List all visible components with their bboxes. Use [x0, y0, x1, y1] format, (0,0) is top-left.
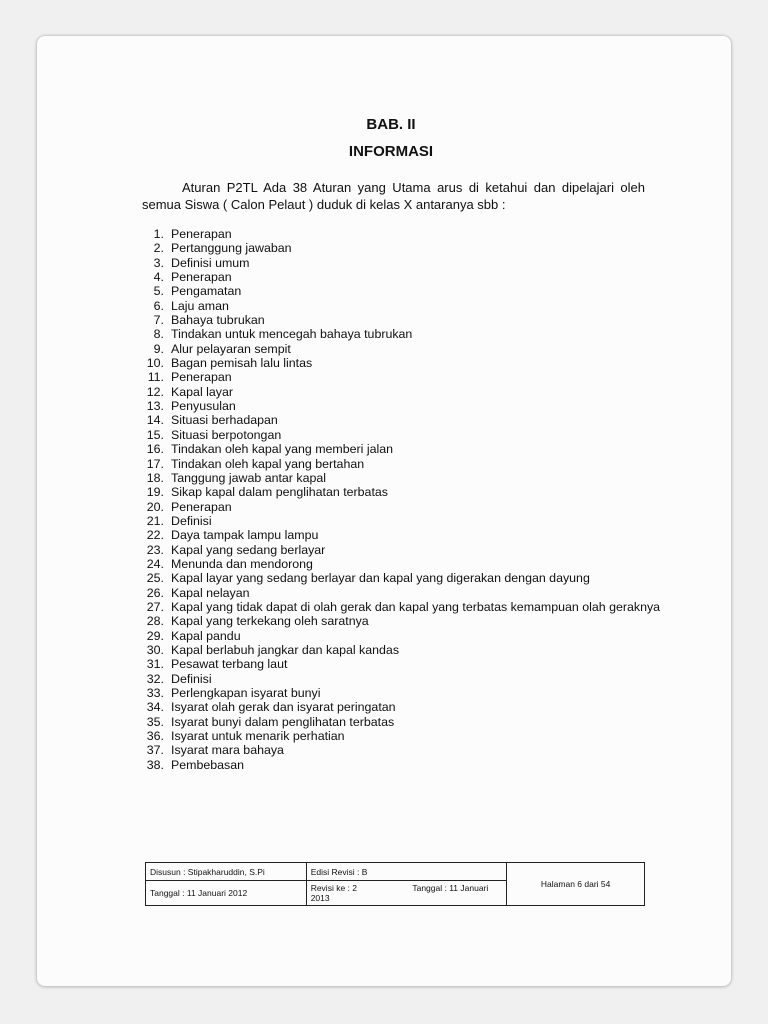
rule-item [142, 342, 662, 356]
rule-number: 31. [146, 657, 164, 672]
rule-number: 19. [146, 485, 164, 500]
rule-number: 8. [153, 327, 164, 342]
rule-text: Situasi berpotongan [171, 427, 282, 442]
rule-item [142, 729, 662, 743]
rule-item [142, 413, 662, 427]
footer-date: Tanggal : 11 Januari 2012 [146, 881, 307, 906]
rule-item [142, 313, 662, 327]
rule-item [142, 385, 662, 399]
rule-text: Bagan pemisah lalu lintas [171, 356, 313, 371]
rule-item [142, 743, 662, 757]
footer-revision [306, 881, 507, 906]
rule-item [142, 227, 662, 241]
rule-number: 1. [153, 227, 164, 241]
rule-text: Isyarat mara bahaya [171, 743, 284, 758]
rule-text: Tindakan oleh kapal yang memberi jalan [171, 442, 394, 457]
rule-number: 16. [146, 442, 164, 457]
rule-text: Menunda dan mendorong [171, 556, 313, 571]
rule-item [142, 500, 662, 514]
rule-text: Definisi [171, 513, 212, 528]
chapter-title: INFORMASI [348, 143, 434, 160]
rule-item [142, 629, 662, 643]
rule-item [142, 356, 662, 370]
rule-number: 29. [146, 628, 164, 643]
rule-number: 25. [146, 571, 164, 586]
rule-number: 24. [146, 556, 164, 571]
rule-item [142, 457, 662, 471]
rule-item [142, 571, 662, 585]
rule-item [142, 643, 662, 657]
rule-text: Penyusulan [171, 399, 236, 414]
rule-text: Perlengkapan isyarat bunyi [171, 686, 321, 700]
rule-number: 6. [153, 298, 164, 313]
rule-number: 20. [146, 499, 164, 514]
rule-number: 11. [147, 370, 164, 385]
rules-list [142, 227, 662, 772]
rule-text: Laju aman [171, 298, 229, 313]
footer-revision-year: 2013 [310, 893, 330, 903]
rule-item [142, 528, 662, 542]
rule-text: Isyarat untuk menarik perhatian [171, 729, 345, 744]
document-page [37, 36, 731, 986]
rule-text: Sikap kapal dalam penglihatan terbatas [171, 485, 388, 500]
rule-text: Bahaya tubrukan [171, 313, 265, 328]
rule-item [142, 284, 662, 298]
rule-number: 15. [146, 427, 164, 442]
rule-item [142, 428, 662, 442]
rule-text: Daya tampak lampu lampu [171, 528, 319, 543]
rule-number: 10. [146, 356, 164, 371]
rule-item [142, 327, 662, 341]
rule-text: Penerapan [171, 499, 232, 514]
rule-number: 37. [146, 743, 164, 758]
rule-item [142, 600, 662, 614]
rule-number: 4. [153, 270, 164, 285]
rule-number: 13. [146, 399, 164, 414]
rule-number: 35. [146, 714, 164, 729]
rule-item [142, 614, 662, 628]
rule-number: 5. [153, 284, 164, 299]
rule-number: 2. [153, 241, 164, 256]
rule-text: Pembebasan [171, 757, 245, 772]
rule-number: 14. [146, 413, 164, 428]
rule-text: Definisi [171, 671, 212, 686]
rule-item [142, 442, 662, 456]
rule-text: Isyarat olah gerak dan isyarat peringatan [171, 700, 396, 715]
rule-item [142, 557, 662, 571]
rule-number: 22. [146, 528, 164, 543]
rule-item [142, 700, 662, 714]
rule-number: 30. [146, 642, 164, 657]
rule-number: 7. [153, 313, 164, 328]
rule-number: 17. [146, 456, 164, 471]
intro-paragraph: Aturan P2TL Ada 38 Aturan yang Utama arus di ketahui dan dipelajari oleh semua Siswa ( Calon Pelaut ) duduk di kelas X antaranya sbb : [142, 180, 645, 212]
rule-number: 26. [146, 585, 164, 600]
rule-item [142, 657, 662, 671]
footer-revision-date: Tanggal : 11 Januari [412, 883, 489, 893]
rule-item [142, 270, 662, 284]
rule-number: 21. [146, 513, 164, 528]
rule-item [142, 256, 662, 270]
rule-item [142, 399, 662, 413]
rule-text: Tanggung jawab antar kapal [171, 470, 326, 485]
rule-number: 3. [153, 255, 164, 270]
rule-number: 38. [146, 757, 164, 772]
rule-number: 23. [146, 542, 164, 557]
rule-number: 28. [146, 614, 164, 629]
rule-item [142, 586, 662, 600]
rule-item [142, 299, 662, 313]
rule-text: Tindakan untuk mencegah bahaya tubrukan [171, 327, 413, 342]
rule-number: 27. [146, 599, 164, 614]
rule-number: 32. [146, 671, 164, 686]
rule-item [142, 543, 662, 557]
rule-item [142, 715, 662, 729]
rule-number: 34. [146, 700, 164, 715]
rule-text: Penerapan [171, 270, 232, 285]
rule-number: 12. [146, 384, 164, 399]
rule-text: Definisi umum [171, 255, 250, 270]
rule-item [142, 686, 662, 700]
rule-text: Kapal yang sedang berlayar [171, 542, 326, 557]
rule-text: Tindakan oleh kapal yang bertahan [171, 456, 365, 471]
rule-item [142, 471, 662, 485]
rule-number: 33. [146, 686, 164, 700]
footer-edition: Edisi Revisi : B [306, 863, 507, 881]
footer-author: Disusun : Stipakharuddin, S.Pi [146, 863, 307, 881]
rule-text: Kapal yang tidak dapat di olah gerak dan kapal yang terbatas kemampuan olah geraknya [171, 599, 661, 614]
rule-number: 18. [146, 470, 164, 485]
rule-item [142, 485, 662, 499]
rule-text: Penerapan [171, 370, 232, 385]
rule-text: Kapal layar [171, 384, 233, 399]
rule-text: Penerapan [171, 227, 232, 241]
rule-text: Kapal nelayan [171, 585, 250, 600]
rule-item [142, 758, 662, 772]
rule-item [142, 514, 662, 528]
rule-number: 36. [146, 729, 164, 744]
document-footer-table [145, 862, 645, 906]
rule-text: Pesawat terbang laut [171, 657, 288, 672]
footer-page-number: Halaman 6 dari 54 [507, 863, 645, 906]
rule-item [142, 370, 662, 384]
rule-text: Pengamatan [171, 284, 242, 299]
rule-text: Pertanggung jawaban [171, 241, 292, 256]
rule-text: Kapal berlabuh jangkar dan kapal kandas [171, 642, 400, 657]
rule-number: 9. [153, 341, 164, 356]
rule-item [142, 672, 662, 686]
rule-text: Alur pelayaran sempit [171, 341, 291, 356]
rule-text: Kapal pandu [171, 628, 241, 643]
rule-item [142, 241, 662, 255]
rule-text: Situasi berhadapan [171, 413, 278, 428]
rule-text: Kapal layar yang sedang berlayar dan kapal yang digerakan dengan dayung [171, 571, 590, 586]
chapter-number: BAB. II [366, 116, 416, 133]
rule-text: Isyarat bunyi dalam penglihatan terbatas [171, 714, 395, 729]
rule-text: Kapal yang terkekang oleh saratnya [171, 614, 369, 629]
footer-revision-number: Revisi ke : 2 [310, 883, 357, 893]
